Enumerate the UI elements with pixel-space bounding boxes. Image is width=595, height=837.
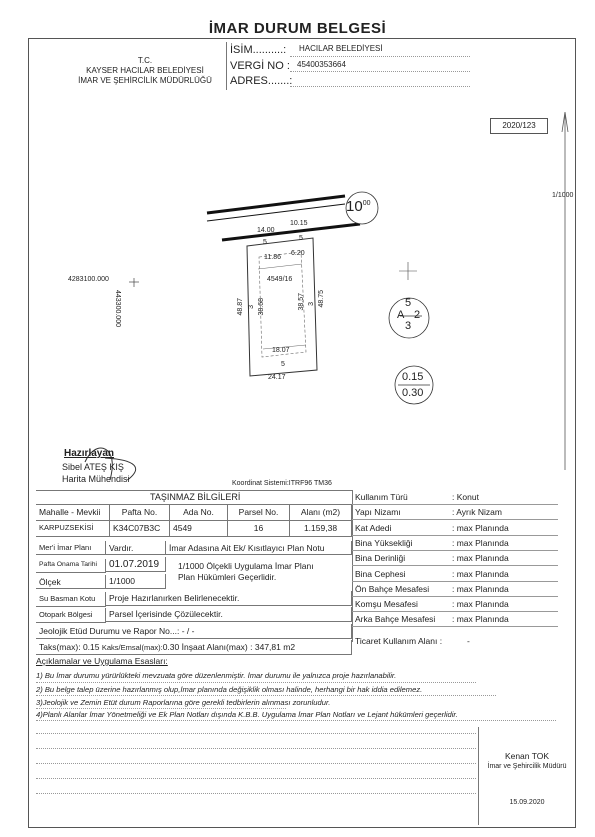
dim-right-inner: 38.57 [298, 293, 305, 311]
note-item: 2) Bu belge talep üzerine hazırlanmış olup,İmar planında değişiklik olması halinde, herhangi bir hak iddia edilemez. [36, 685, 423, 694]
dim-top-5a: 5 [263, 239, 267, 246]
scale-value: 1/1000 [106, 574, 166, 589]
north-arrow-icon [562, 112, 568, 470]
plan-scale: 1/1000 [552, 192, 574, 199]
taks-value: 0.15 [82, 642, 100, 652]
applicant-name: HACILAR BELEDİYESİ [299, 44, 383, 53]
dotted-rule [36, 695, 496, 696]
dim-right-3: 3 [308, 302, 315, 306]
reference-number: 2020/123 [490, 118, 548, 134]
road-width-sup: 00 [362, 200, 371, 207]
dotted-rule [36, 763, 476, 764]
flood-label: Su Basman Kotu [36, 592, 106, 607]
dim-right-outer: 48.75 [318, 290, 325, 308]
dotted-rule [36, 720, 556, 721]
applicant-name-label: İSİM..........: [230, 44, 287, 56]
dim-bottom-inner: 18.07 [272, 347, 290, 354]
ratio-row [36, 640, 352, 655]
signatory-name: Kenan TOK [504, 751, 550, 761]
building-rule-value: : max Planında [452, 568, 509, 579]
building-rule-label: Bina Yüksekliği [355, 537, 413, 548]
building-rule-label: Arka Bahçe Mesafesi [355, 614, 436, 625]
kaks-value: 0.30 [162, 642, 180, 652]
dim-bottom-outer: 24.17 [268, 374, 286, 381]
tax-no-label: VERGİ NO : [230, 60, 290, 72]
taks-label: Taks(max): [39, 642, 81, 652]
flood-value: Proje Hazırlanırken Belirlenecektir. [106, 591, 352, 606]
geology-value: - / - [181, 626, 195, 636]
taks-circle-value: 0.15 [402, 371, 424, 383]
issuer-line: KAYSER HACILAR BELEDİYESİ [86, 66, 204, 75]
building-rule-row [352, 521, 558, 536]
col-header: Parsel No. [228, 505, 290, 521]
building-rule-value: : max Planında [452, 537, 509, 548]
dim-left-inner: 38.68 [258, 298, 265, 316]
road [207, 196, 360, 240]
plan-note-line: 1/1000 Ölçekli Uygulama İmar Planı [178, 561, 314, 571]
building-rule-label: Ön Bahçe Mesafesi [355, 583, 430, 594]
mer-plan-label: Mer'i İmar Planı [36, 541, 106, 555]
coordinate-system: Koordinat Sistemi:ITRF96 TM36 [232, 480, 332, 487]
dim-top-5b: 5 [299, 235, 303, 242]
mer-plan-value: Vardır. [106, 541, 166, 555]
cell-mahalle: KARPUZSEKİSİ [36, 521, 110, 537]
building-rule-label: Bina Derinliği [355, 553, 406, 564]
coord-x-label: 443300.000 [114, 290, 121, 327]
dotted-rule [36, 708, 286, 709]
dotted-rule [36, 733, 476, 734]
address-label: ADRES.......: [230, 75, 293, 87]
plan-note-label: İmar Adasına Ait Ek/ Kısıtlayıcı Plan Notu [166, 541, 352, 555]
issuer-line: İMAR VE ŞEHİRCİLİK MÜDÜRLÜĞÜ [78, 76, 212, 85]
building-rule-value: : max Planında [452, 599, 509, 610]
zone-left: A [397, 309, 405, 321]
dotted-rule [36, 793, 476, 794]
col-header: Mahalle - Mevkii [36, 505, 110, 521]
building-rule-row [352, 612, 558, 627]
building-rule-row [352, 582, 558, 597]
issuer-line: T.C. [137, 56, 153, 65]
commercial-value: - [467, 636, 470, 646]
divider [478, 727, 479, 825]
building-rule-value: : max Planında [452, 553, 509, 564]
construction-label: İnşaat Alanı(max) : [181, 642, 253, 652]
preparer-title: Harita Mühendisi [62, 474, 130, 484]
signatory-title: İmar ve Şehircilik Müdürü [487, 763, 567, 770]
coordinate-crosshair [129, 262, 417, 287]
zone-right: 2 [414, 309, 421, 321]
coord-y-label: 4283100.000 [68, 276, 109, 283]
commercial-label: Ticaret Kullanım Alanı : [355, 636, 443, 646]
tax-no: 45400353664 [297, 60, 346, 69]
geology-label: Jeolojik Etüd Durumu ve Rapor No...: [39, 626, 180, 636]
building-rule-value: : Konut [452, 492, 479, 502]
parking-value: Parsel İçerisinde Çözülecektir. [106, 607, 352, 622]
zone-top: 5 [405, 297, 412, 309]
building-rule-value: : Ayrık Nizam [452, 507, 502, 518]
cell-pafta: K34C07B3C [110, 521, 170, 537]
parking-label: Otopark Bölgesi [36, 608, 106, 623]
building-rule-row [352, 567, 558, 582]
document-title: İMAR DURUM BELGESİ [208, 20, 387, 37]
dotted-rule [36, 778, 476, 779]
signatory-date: 15.09.2020 [509, 799, 545, 806]
col-header: Ada No. [170, 505, 228, 521]
scale-label: Ölçek [36, 575, 106, 589]
building-rule-label: Kullanım Türü [355, 492, 408, 502]
building-rule-value: : max Planında [452, 614, 509, 625]
zone-bottom: 3 [405, 320, 412, 332]
dim-inner-right: 6.20 [291, 250, 305, 257]
construction-value: 347,81 m2 [254, 642, 296, 652]
building-rule-row [352, 597, 558, 612]
dim-bottom-5: 5 [281, 361, 285, 368]
preparer-name: Sibel ATEŞ KIŞ [62, 462, 124, 472]
plan-note-line: Plan Hükümleri Geçerlidir. [178, 572, 277, 582]
dim-left-outer: 48.87 [237, 298, 244, 316]
building-rule-row [352, 490, 558, 505]
property-section-title: TAŞINMAZ BİLGİLERİ [150, 492, 241, 502]
building-rule-label: Komşu Mesafesi [355, 599, 418, 610]
note-item: 3)Jeolojik ve Zemin Etüt durum Raporlarına göre gerekli tedbirlerin alınması zorunludur. [36, 698, 331, 707]
parcel-id: 4549/16 [267, 276, 293, 283]
kaks-label: Kaks/Emsal(max): [101, 643, 163, 652]
dotted-rule [36, 748, 476, 749]
building-rule-label: Bina Cephesi [355, 568, 406, 579]
col-header: Pafta No. [110, 505, 170, 521]
cell-ada: 4549 [170, 521, 228, 537]
road-width [346, 198, 370, 215]
geology-row [36, 624, 352, 639]
building-rule-value: : max Planında [452, 522, 509, 533]
cell-parsel: 16 [228, 521, 290, 537]
col-header: Alanı (m2) [290, 505, 352, 521]
building-rule-label: Yapı Nizamı [355, 507, 401, 518]
approval-date: 01.07.2019 [106, 557, 166, 572]
cell-area: 1.159,38 [290, 521, 352, 537]
building-rule-label: Kat Adedi [355, 522, 392, 533]
note-item: 1) Bu İmar durumu yürürlükteki mevzuata göre düzenlenmiştir. İmar durumu ile yalnızca proje hazırlanabilir. [36, 671, 397, 680]
dim-inner-left: 11.86 [264, 254, 281, 261]
dim-left-3: 3 [248, 305, 255, 309]
notes-title: Açıklamalar ve Uygulama Esasları: [36, 656, 168, 666]
note-item: 4)Planlı Alanlar İmar Yönetmeliği ve Ek Plan Notları dışında K.B.B. Uygulama İmar Plan Notları ve Lejant hükümleri geçerlidir. [36, 710, 458, 719]
dim-top-right: 10.15 [290, 220, 308, 227]
preparer-label: Hazırlayan [64, 448, 115, 459]
building-rule-row [352, 551, 558, 566]
dotted-rule [36, 682, 476, 683]
building-rule-value: : max Planında [452, 583, 509, 594]
dim-top-left: 14.00 [257, 227, 275, 234]
approval-label: Pafta Onama Tarihi [36, 559, 106, 573]
kaks-circle-value: 0.30 [402, 387, 424, 399]
road-width-value: 10 [346, 198, 363, 215]
building-rule-row [352, 536, 558, 551]
building-rule-row [352, 505, 558, 520]
